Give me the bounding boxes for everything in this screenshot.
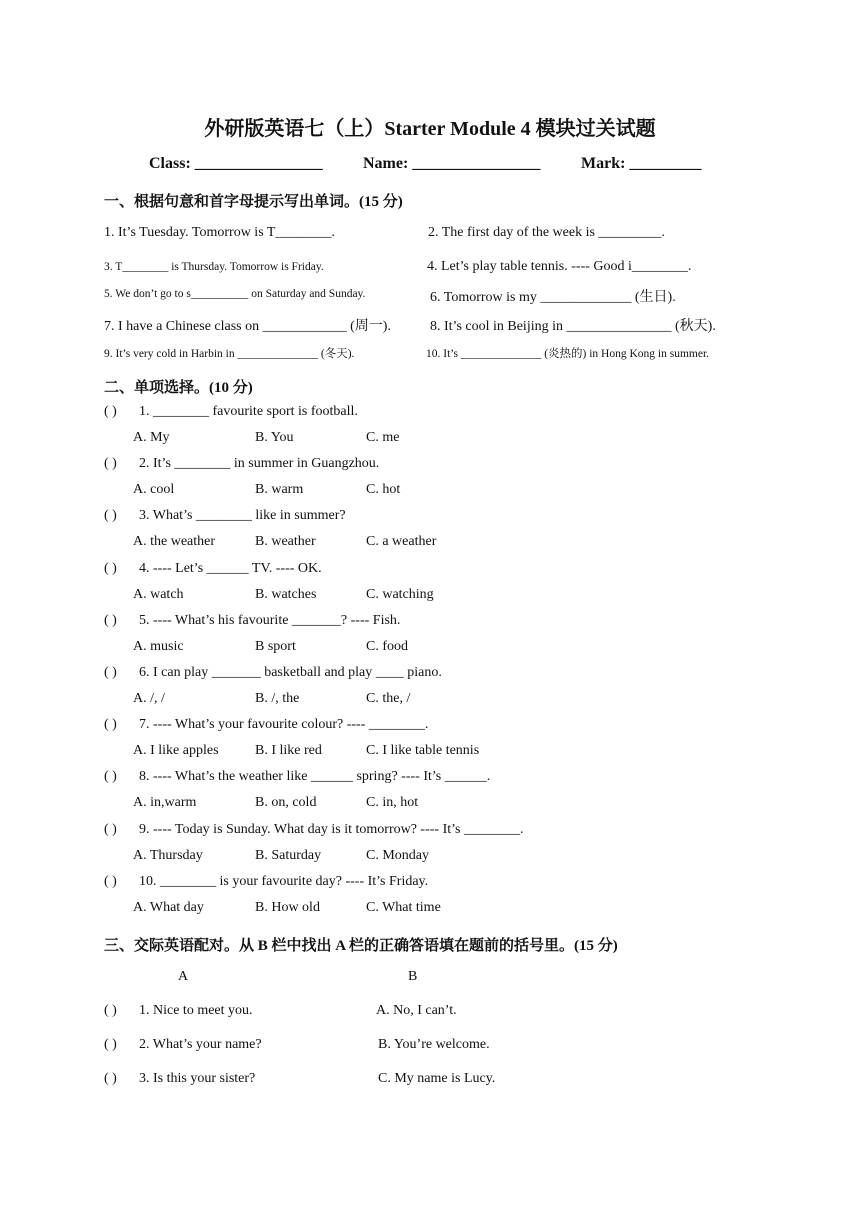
answer-bracket: ( ) <box>104 873 117 889</box>
option-b: B. I like red <box>255 743 322 759</box>
section1-heading: 一、根据句意和首字母提示写出单词。(15 分) <box>104 194 403 210</box>
question-text: 6. I can play _______ basketball and play ____ piano. <box>139 665 442 680</box>
answer-bracket: ( ) <box>104 456 117 472</box>
option-b: B. /, the <box>255 691 300 706</box>
option-a: A. in,warm <box>133 795 197 811</box>
answer-bracket: ( ) <box>104 404 117 419</box>
answer-bracket: ( ) <box>104 1003 117 1018</box>
question-text: 9. ---- Today is Sunday. What day is it tomorrow? ---- It’s ________. <box>139 821 524 837</box>
pair-a-1: 1. Nice to meet you. <box>139 1003 253 1018</box>
question-text: 1. ________ favourite sport is football. <box>139 404 358 419</box>
question-text: 8. ---- What’s the weather like ______ spring? ---- It’s ______. <box>139 769 491 785</box>
s1-item-5: 5. We don’t go to s__________ on Saturday and Sunday. <box>104 288 366 300</box>
option-a: A. watch <box>133 586 184 602</box>
page-title: 外研版英语七（上）Starter Module 4 模块过关试题 <box>204 118 656 140</box>
option-c: C. in, hot <box>366 795 419 811</box>
answer-bracket: ( ) <box>104 821 117 837</box>
option-c: C. watching <box>366 586 434 602</box>
option-a: A. /, / <box>133 691 165 706</box>
option-b: B. weather <box>255 534 316 550</box>
option-a: A. music <box>133 638 184 654</box>
option-c: C. hot <box>366 482 401 498</box>
option-c: C. Monday <box>366 847 429 863</box>
answer-bracket: ( ) <box>104 665 117 680</box>
option-a: A. I like apples <box>133 743 219 759</box>
section2-heading: 二、单项选择。(10 分) <box>104 380 253 396</box>
question-text: 3. What’s ________ like in summer? <box>139 508 346 524</box>
option-c: C. the, / <box>366 691 411 706</box>
question-text: 4. ---- Let’s ______ TV. ---- OK. <box>139 560 322 576</box>
column-a-label: A <box>178 969 189 984</box>
option-a: A. Thursday <box>133 847 203 863</box>
option-c: C. I like table tennis <box>366 743 480 759</box>
pair-a-2: 2. What’s your name? <box>139 1037 262 1052</box>
answer-bracket: ( ) <box>104 508 117 524</box>
answer-bracket: ( ) <box>104 560 117 576</box>
option-c: C. What time <box>366 899 441 915</box>
column-b-label: B <box>408 969 418 984</box>
option-c: C. me <box>366 430 400 445</box>
s1-item-9: 9. It’s very cold in Harbin in ______________ (冬天). <box>104 348 355 360</box>
question-text: 5. ---- What’s his favourite _______? ---- Fish. <box>139 612 401 628</box>
option-b: B. on, cold <box>255 795 317 811</box>
option-b: B. How old <box>255 899 320 915</box>
question-text: 10. ________ is your favourite day? ---- It’s Friday. <box>139 873 429 889</box>
s1-item-1: 1. It’s Tuesday. Tomorrow is T________. <box>104 225 335 240</box>
pair-b-1: A. No, I can’t. <box>376 1003 457 1018</box>
answer-bracket: ( ) <box>104 717 117 733</box>
option-b: B. warm <box>255 482 304 498</box>
pair-a-3: 3. Is this your sister? <box>139 1071 256 1086</box>
question-text: 7. ---- What’s your favourite colour? ---- ________. <box>139 717 429 733</box>
question-text: 2. It’s ________ in summer in Guangzhou. <box>139 456 380 472</box>
s1-item-2: 2. The first day of the week is _________. <box>428 225 665 240</box>
answer-bracket: ( ) <box>104 612 117 628</box>
option-c: C. food <box>366 638 408 654</box>
s1-item-3: 3. T________ is Thursday. Tomorrow is Friday. <box>104 261 324 273</box>
option-b: B. watches <box>255 586 317 602</box>
answer-bracket: ( ) <box>104 1037 117 1052</box>
name-field: Name: ________________ <box>363 155 541 172</box>
option-a: A. What day <box>133 899 204 915</box>
s1-item-4: 4. Let’s play table tennis. ---- Good i________. <box>427 259 692 274</box>
option-b: B. Saturday <box>255 847 322 863</box>
mark-field: Mark: _________ <box>581 155 702 172</box>
class-field: Class: ________________ <box>149 155 323 172</box>
pair-b-2: B. You’re welcome. <box>378 1037 490 1052</box>
s1-item-8: 8. It’s cool in Beijing in _______________ (秋天). <box>430 319 716 334</box>
option-a: A. cool <box>133 482 175 498</box>
answer-bracket: ( ) <box>104 769 117 785</box>
option-b: B. You <box>255 430 294 445</box>
option-c: C. a weather <box>366 534 437 550</box>
pair-b-3: C. My name is Lucy. <box>378 1071 496 1086</box>
s1-item-7: 7. I have a Chinese class on ____________ (周一). <box>104 319 391 334</box>
s1-item-6: 6. Tomorrow is my _____________ (生日). <box>430 290 676 305</box>
option-b: B sport <box>255 638 296 654</box>
option-a: A. the weather <box>133 534 216 550</box>
section3-heading: 三、交际英语配对。从 B 栏中找出 A 栏的正确答语填在题前的括号里。(15 分) <box>104 938 618 954</box>
s1-item-10: 10. It’s ______________ (炎热的) in Hong Kong in summer. <box>426 348 710 360</box>
answer-bracket: ( ) <box>104 1071 117 1086</box>
option-a: A. My <box>133 430 170 445</box>
